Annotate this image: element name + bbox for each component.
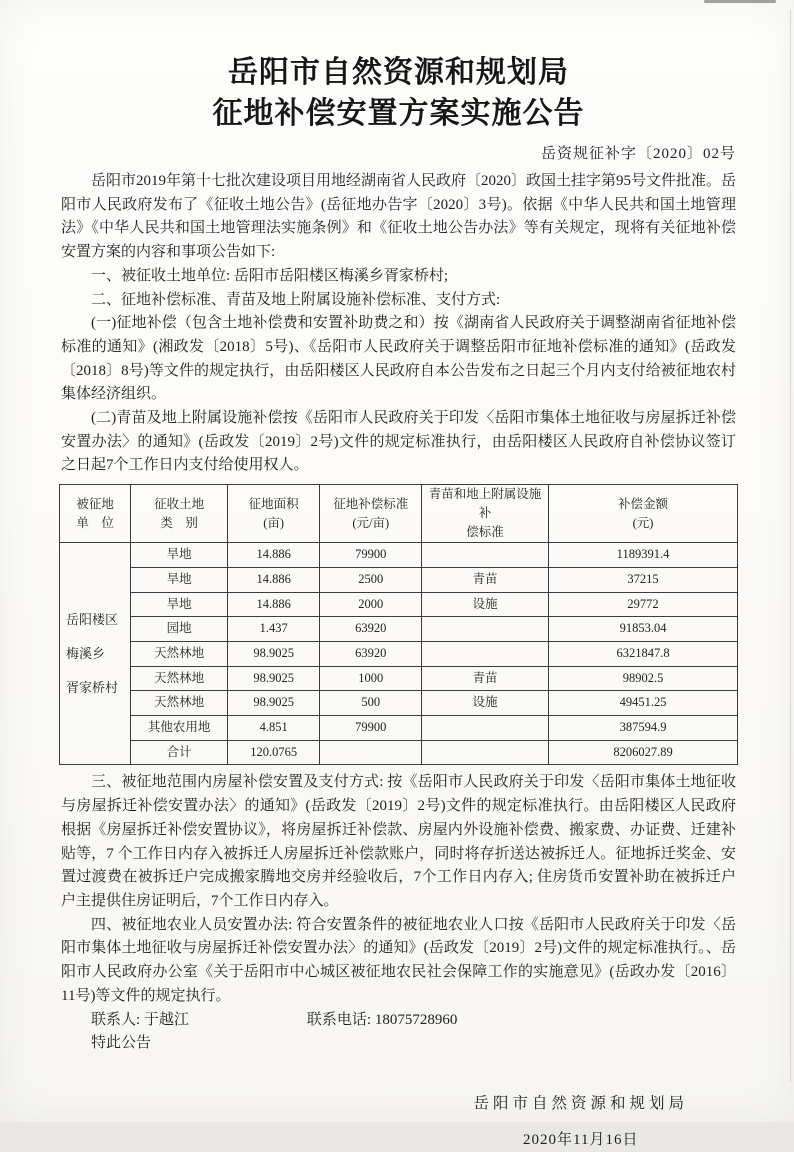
table-row: 天然林地 98.9025 63920 6321847.8 xyxy=(60,641,738,666)
table-row: 园地 1.437 63920 91853.04 xyxy=(60,617,738,642)
page-title xyxy=(61,52,736,134)
header-land-type: 征收土地 类 别 xyxy=(131,485,228,543)
table-row: 天然林地 98.9025 1000 青苗 98902.5 xyxy=(60,666,738,691)
table-row: 天然林地 98.9025 500 设施 49451.25 xyxy=(60,691,738,716)
paragraph-item2-2: (二)青苗及地上附属设施补偿按《岳阳市人民政府关于印发〈岳阳市集体土地征收与房屋拆迁补偿安置办法〉的通知》(岳政发〔2019〕2号)文件的规定标准执行，由岳阳楼区人民政府自补偿协议签订之日起7个工作日内支付给使用权人。 xyxy=(61,410,736,474)
compensation-table xyxy=(59,484,738,765)
contact-phone: 联系电话: 18075728960 xyxy=(306,1011,458,1028)
signature-block xyxy=(473,1092,688,1152)
table-row: 旱地 14.886 2500 青苗 37215 xyxy=(60,567,738,592)
contact-line xyxy=(61,1009,736,1033)
title-line-2: 征地补偿安置方案实施公告 xyxy=(212,97,585,130)
paragraph-item3: 三、被征地范围内房屋补偿安置及支付方式: 按《岳阳市人民政府关于印发〈岳阳市集体土地征收与房屋拆迁补偿安置办法〉的通知》(岳政发〔2019〕2号)文件的规定标准执行。由岳阳楼区人民政府根据《房屋拆迁补偿安置协议》，将房屋拆迁补偿款、房屋内外设施补偿费、搬家费、办证费、迁建补贴等，7 个工作日内存入被拆迁人房屋拆迁补偿款账户，同时将存折送达被拆迁人。征地拆迁奖金、安置过渡费在被拆迁户完成搬家腾地交房并经验收后，7个工作日内存入; 住房货币安置补助在被拆迁户户主提供住房证明后，7个工作日内存入。 xyxy=(61,774,736,909)
paragraph-item2-1: (一)征地补偿（包含土地补偿费和安置补助费之和）按《湖南省人民政府关于调整湖南省征地补偿标准的通知》(湘政发〔2018〕5号)、《岳阳市人民政府关于调整岳阳市征地补偿标准的通知》(岳政发〔2018〕8号)等文件的规定执行，由岳阳楼区人民政府自本公告发布之日起三个月内支付给被征地农村集体经济组织。 xyxy=(61,315,736,403)
header-green-attachment: 青苗和地上附属设施补 偿标准 xyxy=(422,485,549,543)
unit-cell: 岳阳楼区 梅溪乡 胥家桥村 xyxy=(60,543,131,765)
header-standard: 征地补偿标准 (元/亩) xyxy=(320,485,422,543)
header-amount: 补偿金额 (元) xyxy=(549,485,738,543)
table-row-total: 合计 120.0765 8206027.89 xyxy=(60,740,738,765)
doc-number: 岳资规征补字〔2020〕02号 xyxy=(540,146,736,162)
title-line-1: 岳阳市自然资源和规划局 xyxy=(228,56,569,89)
closing-line: 特此公告 xyxy=(91,1035,152,1052)
paragraph-item4: 四、被征地农业人员安置办法: 符合安置条件的被征地农业人口按《岳阳市人民政府关于印发〈岳阳市集体土地征收与房屋拆迁补偿安置办法〉的通知》(岳政发〔2019〕2号)文件的规定标准执行。、岳阳市人民政府办公室《关于岳阳市中心城区被征地农民社会保障工作的实施意见》(岳政办发〔2016〕11号)等文件的规定执行。 xyxy=(61,916,736,1004)
paragraph-intro: 岳阳市2019年第十七批次建设项目用地经湖南省人民政府〔2020〕政国土挂字第95号文件批准。岳阳市人民政府发布了《征收土地公告》(岳征地办告字〔2020〕3号)。依据《中华人民共和国土地管理法》《中华人民共和国土地管理法实施条例》和《征收土地公告办法》等有关规定，现将有关征地补偿安置方案的内容和事项公告如下: xyxy=(61,173,737,261)
issuing-authority: 岳阳市自然资源和规划局 xyxy=(473,1094,688,1112)
scan-artifact-right-edge xyxy=(790,10,791,1082)
issue-date: 2020年11月16日 xyxy=(523,1131,639,1148)
header-unit: 被征地 单 位 xyxy=(60,485,131,543)
table-row: 其他农用地 4.851 79900 387594.9 xyxy=(60,716,738,741)
contact-person: 联系人: 于越江 xyxy=(91,1011,189,1028)
header-area: 征地面积 (亩) xyxy=(227,485,319,543)
paragraph-item1: 一、被征收土地单位: 岳阳市岳阳楼区梅溪乡胥家桥村; xyxy=(91,267,449,284)
table-row: 岳阳楼区 梅溪乡 胥家桥村 旱地 14.886 79900 1189391.4 xyxy=(60,543,738,568)
document-body xyxy=(61,170,736,1152)
paragraph-item2: 二、征地补偿标准、青苗及地上附属设施补偿标准、支付方式: xyxy=(91,291,501,308)
table-row: 旱地 14.886 2000 设施 29772 xyxy=(60,592,738,617)
table-header-row xyxy=(60,485,738,543)
document-content xyxy=(61,0,736,1152)
